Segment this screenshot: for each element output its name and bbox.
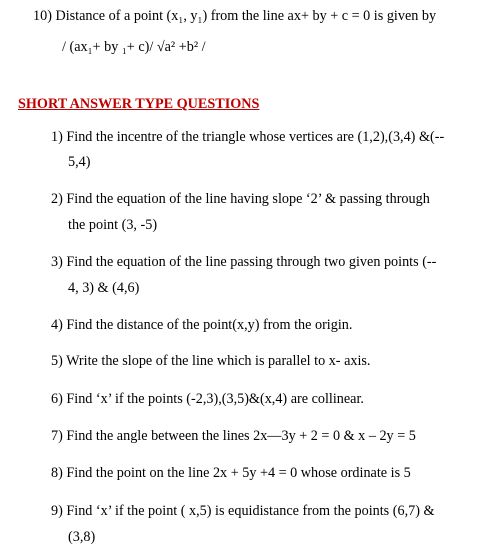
question-1-line1: 1) Find the incentre of the triangle whose vertices are (1,2),(3,4) &(-- — [51, 129, 445, 145]
question-2-line2: the point (3, -5) — [68, 217, 158, 233]
question-7: 7) Find the angle between the lines 2x—3y + 2 = 0 & x – 2y = 5 — [51, 428, 416, 444]
question-2-line1: 2) Find the equation of the line having slope ‘2’ & passing through — [51, 191, 430, 207]
question-3-line2: 4, 3) & (4,6) — [68, 280, 140, 296]
q10-line1: 10) Distance of a point (x₁, y₁) from the line ax+ by + c = 0 is given by — [33, 8, 437, 24]
q10-line2: / (ax₁+ by ₁+ c)/ √a² +b² / — [62, 39, 206, 55]
question-1-line2: 5,4) — [68, 154, 91, 170]
question-9-line2: (3,8) — [68, 529, 96, 545]
question-8: 8) Find the point on the line 2x + 5y +4 = 0 whose ordinate is 5 — [51, 465, 411, 481]
question-5: 5) Write the slope of the line which is parallel to x- axis. — [51, 353, 371, 369]
question-6: 6) Find ‘x’ if the points (-2,3),(3,5)&(x,4) are collinear. — [51, 391, 364, 407]
question-3-line1: 3) Find the equation of the line passing through two given points (-- — [51, 254, 437, 270]
section-heading: SHORT ANSWER TYPE QUESTIONS — [18, 96, 260, 112]
question-9-line1: 9) Find ‘x’ if the point ( x,5) is equidistance from the points (6,7) & — [51, 503, 435, 519]
question-4: 4) Find the distance of the point(x,y) from the origin. — [51, 317, 353, 333]
